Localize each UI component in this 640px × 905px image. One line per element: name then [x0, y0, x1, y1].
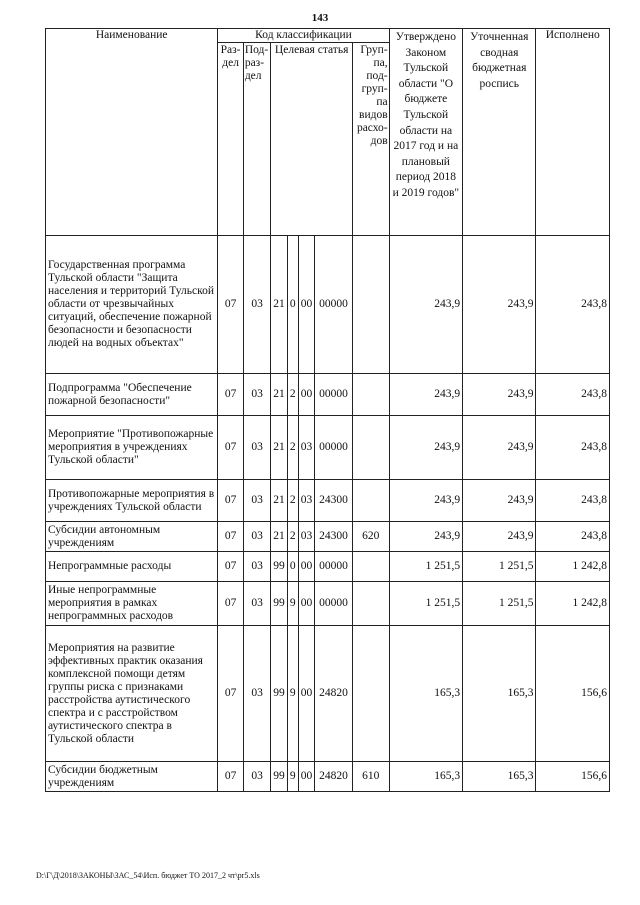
direction-code: 00000: [315, 582, 353, 626]
executed-amount: 243,8: [536, 416, 610, 480]
approved-amount: 243,9: [389, 374, 462, 416]
table-row: [46, 374, 610, 416]
approved-amount: 1 251,5: [389, 582, 462, 626]
approved-amount: 243,9: [389, 522, 462, 552]
subsection-code: 03: [243, 374, 271, 416]
header-code-group: Код классификации: [218, 29, 389, 43]
header-section: Раз-дел: [218, 43, 243, 236]
expense-type-code: [352, 374, 389, 416]
subsection-code: 03: [243, 522, 271, 552]
subsection-code: 03: [243, 480, 271, 522]
subprogram-code: 0: [287, 236, 298, 374]
program-code: 21: [271, 374, 287, 416]
budget-table: [45, 28, 610, 792]
direction-code: 24820: [315, 626, 353, 762]
section-code: 07: [218, 236, 243, 374]
subsection-code: 03: [243, 582, 271, 626]
expense-type-code: [352, 416, 389, 480]
approved-amount: 1 251,5: [389, 552, 462, 582]
event-code: 03: [298, 416, 314, 480]
expense-type-code: 620: [352, 522, 389, 552]
approved-amount: 243,9: [389, 480, 462, 522]
subprogram-code: 2: [287, 480, 298, 522]
header-approved: Утверждено Законом Тульской области "О бюджете Тульской области на 2017 год и на плановый период 2018 и 2019 годов": [389, 29, 462, 236]
subsection-code: 03: [243, 552, 271, 582]
direction-code: 00000: [315, 374, 353, 416]
table-row: [46, 626, 610, 762]
table-row: [46, 762, 610, 792]
executed-amount: 243,8: [536, 480, 610, 522]
row-name: Иные непрограммные мероприятия в рамках непрограммных расходов: [46, 582, 218, 626]
subprogram-code: 9: [287, 762, 298, 792]
program-code: 99: [271, 626, 287, 762]
section-code: 07: [218, 480, 243, 522]
header-subsection: Под-раз-дел: [243, 43, 271, 236]
executed-amount: 243,8: [536, 236, 610, 374]
expense-type-code: [352, 582, 389, 626]
expense-type-code: [352, 626, 389, 762]
event-code: 00: [298, 582, 314, 626]
refined-amount: 243,9: [463, 374, 536, 416]
row-name: Субсидии бюджетным учреждениям: [46, 762, 218, 792]
expense-type-code: [352, 236, 389, 374]
row-name: Государственная программа Тульской области "Защита населения и территорий Тульской области от чрезвычайных ситуаций, обеспечение пожарной безопасности и безопасности людей на водных объектах": [46, 236, 218, 374]
refined-amount: 1 251,5: [463, 582, 536, 626]
section-code: 07: [218, 552, 243, 582]
executed-amount: 243,8: [536, 374, 610, 416]
table-row: [46, 416, 610, 480]
subprogram-code: 9: [287, 626, 298, 762]
event-code: 03: [298, 480, 314, 522]
table-row: [46, 582, 610, 626]
subsection-code: 03: [243, 236, 271, 374]
header-row-top: [46, 29, 610, 43]
refined-amount: 165,3: [463, 626, 536, 762]
section-code: 07: [218, 522, 243, 552]
row-name: Мероприятия на развитие эффективных практик оказания комплексной помощи детям группы риска с признаками расстройства аутистического спектра и с расстройством аутистического спектра в Тульской области: [46, 626, 218, 762]
table-row: [46, 522, 610, 552]
program-code: 99: [271, 582, 287, 626]
subprogram-code: 2: [287, 374, 298, 416]
approved-amount: 243,9: [389, 236, 462, 374]
executed-amount: 1 242,8: [536, 582, 610, 626]
direction-code: 24300: [315, 522, 353, 552]
table-row: [46, 552, 610, 582]
program-code: 21: [271, 236, 287, 374]
program-code: 21: [271, 522, 287, 552]
row-name: Противопожарные мероприятия в учреждениях Тульской области: [46, 480, 218, 522]
refined-amount: 243,9: [463, 522, 536, 552]
refined-amount: 1 251,5: [463, 552, 536, 582]
subsection-code: 03: [243, 762, 271, 792]
refined-amount: 243,9: [463, 416, 536, 480]
approved-amount: 165,3: [389, 626, 462, 762]
event-code: 00: [298, 236, 314, 374]
event-code: 00: [298, 374, 314, 416]
section-code: 07: [218, 626, 243, 762]
expense-type-code: 610: [352, 762, 389, 792]
header-target-article: Целевая статья: [271, 43, 353, 236]
refined-amount: 165,3: [463, 762, 536, 792]
row-name: Непрограммные расходы: [46, 552, 218, 582]
refined-amount: 243,9: [463, 236, 536, 374]
row-name: Субсидии автономным учреждениям: [46, 522, 218, 552]
direction-code: 24300: [315, 480, 353, 522]
footer-file-path: D:\Г\Д\2018\ЗАКОНЫ\ЗАС_54\Исп. бюджет ТО 2017_2 чт\pr5.xls: [36, 871, 260, 880]
expense-type-code: [352, 480, 389, 522]
header-executed: Исполнено: [536, 29, 610, 236]
event-code: 00: [298, 762, 314, 792]
approved-amount: 165,3: [389, 762, 462, 792]
event-code: 03: [298, 522, 314, 552]
subprogram-code: 2: [287, 522, 298, 552]
executed-amount: 156,6: [536, 626, 610, 762]
subprogram-code: 2: [287, 416, 298, 480]
subprogram-code: 9: [287, 582, 298, 626]
section-code: 07: [218, 582, 243, 626]
direction-code: 00000: [315, 416, 353, 480]
subprogram-code: 0: [287, 552, 298, 582]
program-code: 21: [271, 416, 287, 480]
program-code: 21: [271, 480, 287, 522]
section-code: 07: [218, 374, 243, 416]
executed-amount: 243,8: [536, 522, 610, 552]
refined-amount: 243,9: [463, 480, 536, 522]
executed-amount: 1 242,8: [536, 552, 610, 582]
table-row: [46, 236, 610, 374]
header-expense-group: Груп-па, под-груп-па видов расхо-дов: [352, 43, 389, 236]
program-code: 99: [271, 762, 287, 792]
header-name: Наименование: [46, 29, 218, 236]
page-number: 143: [311, 12, 329, 24]
program-code: 99: [271, 552, 287, 582]
header-refined: Уточненная сводная бюджетная роспись: [463, 29, 536, 236]
row-name: Мероприятие "Противопожарные мероприятия в учреждениях Тульской области": [46, 416, 218, 480]
direction-code: 24820: [315, 762, 353, 792]
section-code: 07: [218, 416, 243, 480]
section-code: 07: [218, 762, 243, 792]
expense-type-code: [352, 552, 389, 582]
direction-code: 00000: [315, 236, 353, 374]
event-code: 00: [298, 626, 314, 762]
row-name: Подпрограмма "Обеспечение пожарной безопасности": [46, 374, 218, 416]
table-row: [46, 480, 610, 522]
direction-code: 00000: [315, 552, 353, 582]
subsection-code: 03: [243, 626, 271, 762]
approved-amount: 243,9: [389, 416, 462, 480]
executed-amount: 156,6: [536, 762, 610, 792]
subsection-code: 03: [243, 416, 271, 480]
event-code: 00: [298, 552, 314, 582]
